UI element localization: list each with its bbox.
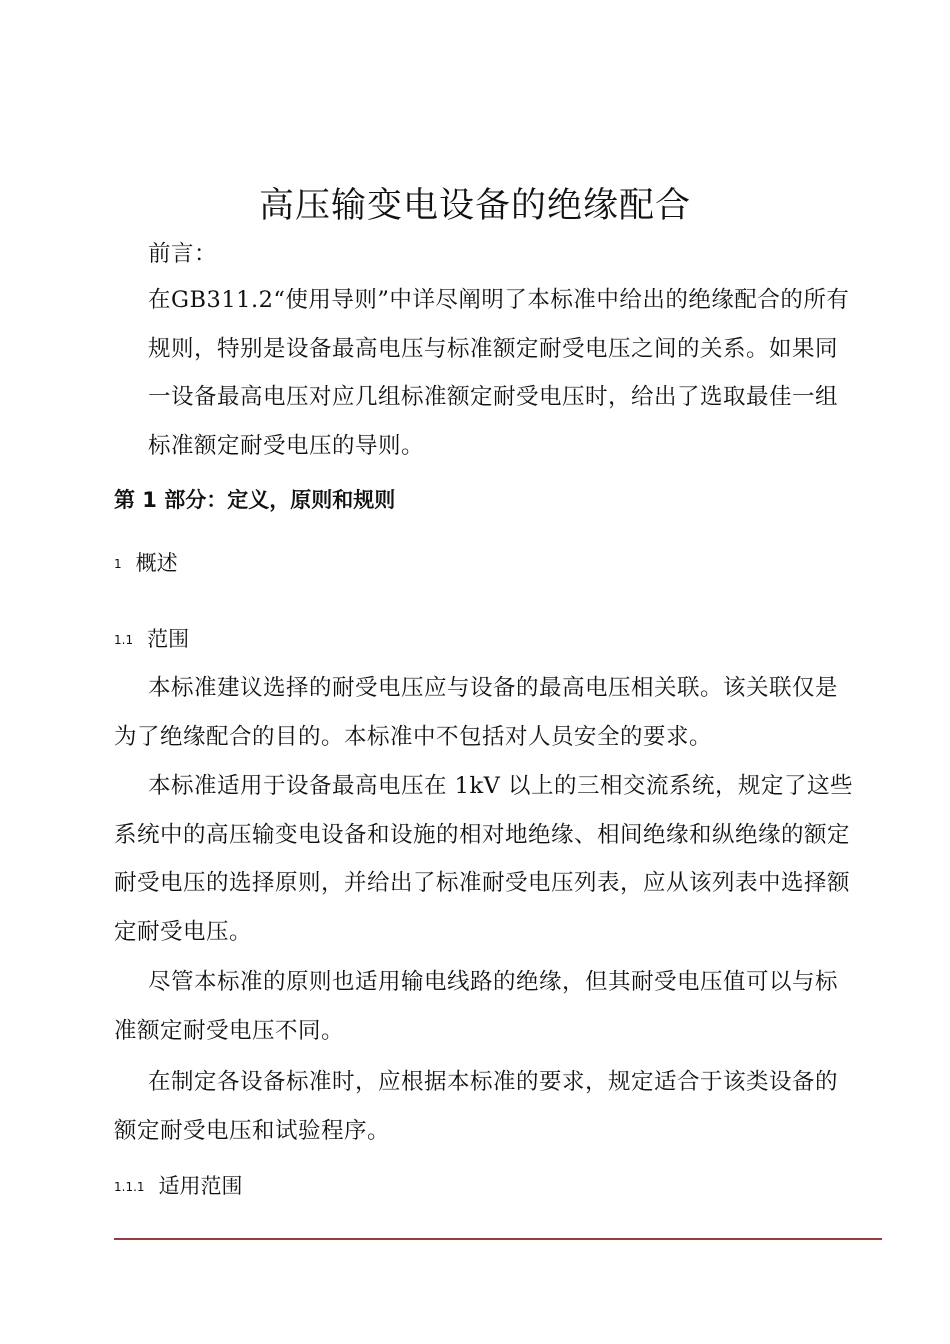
section-number: 1: [114, 557, 122, 571]
body-paragraph-4: 在制定各设备标准时，应根据本标准的要求，规定适合于该类设备的额定耐受电压和试验程序。: [114, 1069, 839, 1144]
body-paragraph-2: 本标准适用于设备最高电压在 1kV 以上的三相交流系统，规定了这些系统中的高压输变电设备和设施的相对地绝缘、相间绝缘和纵绝缘的额定耐受电压的选择原则，并给出了标准耐受电压列表，应从该列表中选择额定耐受电压。: [114, 773, 854, 945]
section-heading-1-1: [114, 623, 189, 653]
preface-label: 前言：: [148, 241, 218, 267]
section-number: 1.1: [114, 633, 134, 647]
part-heading: 第 1 部分：定义，原则和规则: [114, 488, 396, 512]
section-title: 范围: [147, 627, 190, 651]
preface-paragraph: 在GB311.2“使用导则”中详尽阐明了本标准中给出的绝缘配合的所有规则，特别是设备最高电压与标准额定耐受电压之间的关系。如果同一设备最高电压对应几组标准额定耐受电压时，给出了选取最佳一组标准额定耐受电压的导则。: [148, 287, 850, 459]
section-number: 1.1.1: [114, 1180, 145, 1194]
section-heading-1-1-1: [114, 1170, 243, 1200]
section-title: 适用范围: [158, 1174, 243, 1198]
document-title: 高压输变电设备的绝缘配合: [258, 186, 691, 226]
body-paragraph-1: 本标准建议选择的耐受电压应与设备的最高电压相关联。该关联仅是为了绝缘配合的目的。本标准中不包括对人员安全的要求。: [114, 675, 839, 750]
section-heading-1: [114, 547, 178, 577]
body-paragraph-3: 尽管本标准的原则也适用输电线路的绝缘，但其耐受电压值可以与标准额定耐受电压不同。: [114, 969, 839, 1044]
footer-rule: [114, 1238, 882, 1240]
section-title: 概述: [135, 551, 178, 575]
